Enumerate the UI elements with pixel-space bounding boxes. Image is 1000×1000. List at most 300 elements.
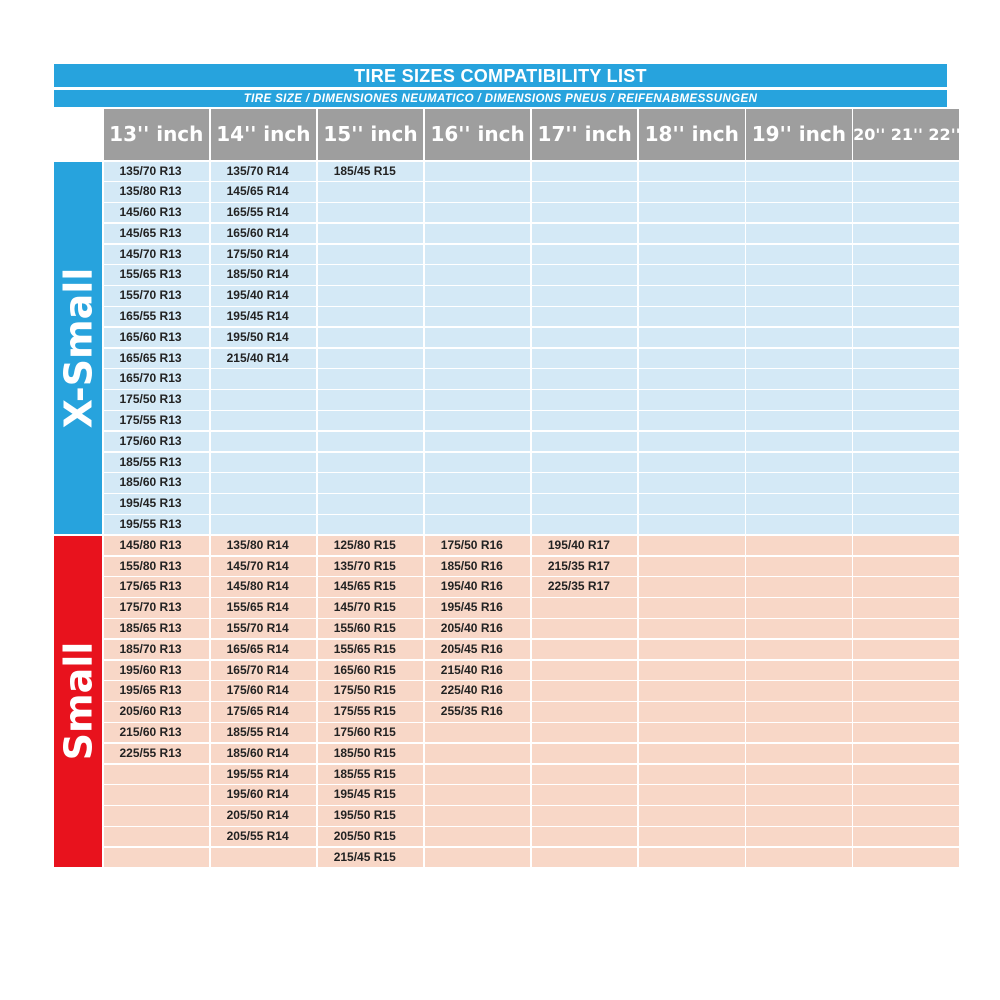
size-column (746, 162, 852, 535)
size-cell: 145/80 R13 (104, 536, 210, 555)
size-cell: 225/35 R17 (532, 577, 638, 596)
size-cell (318, 349, 424, 368)
size-cell (211, 369, 317, 388)
size-cell (853, 681, 959, 700)
size-cell (639, 265, 745, 284)
size-cell (853, 557, 959, 576)
size-cell (425, 390, 531, 409)
size-cell (746, 307, 852, 326)
size-cell: 205/45 R16 (425, 640, 531, 659)
size-cell (211, 390, 317, 409)
size-column (211, 162, 317, 535)
size-cell (532, 827, 638, 846)
size-cell (425, 453, 531, 472)
size-cell (425, 162, 531, 181)
size-cell (532, 473, 638, 492)
size-cell: 175/60 R13 (104, 432, 210, 451)
size-cell (746, 702, 852, 721)
size-cell (532, 744, 638, 763)
size-cell (318, 473, 424, 492)
size-cell: 135/70 R14 (211, 162, 317, 181)
size-cell (746, 245, 852, 264)
size-cell: 145/60 R13 (104, 203, 210, 222)
size-cell: 225/40 R16 (425, 681, 531, 700)
size-cell: 175/55 R13 (104, 411, 210, 430)
size-cell (853, 827, 959, 846)
size-cell: 155/65 R14 (211, 598, 317, 617)
size-cell (532, 411, 638, 430)
size-cell (425, 723, 531, 742)
size-cell: 145/70 R15 (318, 598, 424, 617)
size-cell (746, 494, 852, 513)
size-cell (853, 432, 959, 451)
column-header: 17'' inch (532, 109, 638, 160)
size-cell (639, 765, 745, 784)
size-cell: 135/80 R14 (211, 536, 317, 555)
size-cell (104, 785, 210, 804)
size-cell (639, 806, 745, 825)
size-cell: 155/65 R15 (318, 640, 424, 659)
size-column (532, 162, 638, 535)
size-cell (853, 806, 959, 825)
column-header: 13'' inch (104, 109, 210, 160)
size-cell (853, 390, 959, 409)
category-name: Small (56, 642, 101, 761)
size-cell: 195/40 R14 (211, 286, 317, 305)
size-column (853, 162, 959, 535)
column-header: 15'' inch (318, 109, 424, 160)
size-cell (853, 723, 959, 742)
size-cell (746, 744, 852, 763)
size-cell (532, 765, 638, 784)
size-cell (853, 702, 959, 721)
size-cell (853, 640, 959, 659)
size-cell: 255/35 R16 (425, 702, 531, 721)
table-subtitle: TIRE SIZE / DIMENSIONES NEUMATICO / DIMENSIONS PNEUS / REIFENABMESSUNGEN (54, 90, 947, 107)
size-cell: 215/35 R17 (532, 557, 638, 576)
size-cell: 195/50 R14 (211, 328, 317, 347)
size-cell (639, 661, 745, 680)
size-cell (746, 328, 852, 347)
size-cell (746, 390, 852, 409)
size-cell (639, 390, 745, 409)
size-cell: 195/65 R13 (104, 681, 210, 700)
size-cell (639, 557, 745, 576)
size-cell (853, 536, 959, 555)
column-header: 19'' inch (746, 109, 852, 160)
column-header: 14'' inch (211, 109, 317, 160)
size-cell (318, 369, 424, 388)
size-cell (746, 785, 852, 804)
size-cell (425, 827, 531, 846)
size-cell: 185/50 R16 (425, 557, 531, 576)
category-label-small (54, 536, 102, 867)
size-cell (746, 536, 852, 555)
size-cell (853, 785, 959, 804)
size-cell: 165/65 R14 (211, 640, 317, 659)
size-cell (639, 827, 745, 846)
size-cell: 195/55 R13 (104, 515, 210, 534)
size-cell (746, 265, 852, 284)
size-cell: 175/50 R13 (104, 390, 210, 409)
size-cell (853, 619, 959, 638)
size-cell (853, 182, 959, 201)
size-cell: 145/65 R15 (318, 577, 424, 596)
size-cell (853, 203, 959, 222)
size-cell: 155/60 R15 (318, 619, 424, 638)
size-cell (532, 224, 638, 243)
size-cell (532, 661, 638, 680)
size-cell (425, 182, 531, 201)
size-cell: 165/60 R13 (104, 328, 210, 347)
size-cell (746, 182, 852, 201)
size-cell (425, 765, 531, 784)
size-cell (639, 723, 745, 742)
size-cell: 185/55 R13 (104, 453, 210, 472)
size-cell (853, 224, 959, 243)
size-cell (746, 723, 852, 742)
size-cell (639, 473, 745, 492)
size-cell: 155/70 R13 (104, 286, 210, 305)
size-cell (639, 702, 745, 721)
size-cell (318, 182, 424, 201)
size-cell: 215/60 R13 (104, 723, 210, 742)
category-label-x-small (54, 162, 102, 535)
size-cell: 185/65 R13 (104, 619, 210, 638)
size-cell (532, 432, 638, 451)
size-cell: 215/40 R14 (211, 349, 317, 368)
size-cell (425, 286, 531, 305)
size-cell (532, 307, 638, 326)
size-cell (639, 411, 745, 430)
size-cell: 185/60 R14 (211, 744, 317, 763)
size-cell (639, 453, 745, 472)
size-cell (746, 827, 852, 846)
size-cell (425, 245, 531, 264)
size-cell: 175/70 R13 (104, 598, 210, 617)
size-cell (639, 536, 745, 555)
size-cell (746, 806, 852, 825)
size-cell (425, 224, 531, 243)
size-cell (639, 286, 745, 305)
size-cell: 195/60 R14 (211, 785, 317, 804)
size-cell: 165/70 R13 (104, 369, 210, 388)
size-column (639, 536, 745, 867)
size-column (318, 162, 424, 535)
size-cell (318, 307, 424, 326)
size-cell (639, 328, 745, 347)
size-column (104, 162, 210, 535)
size-cell: 185/50 R14 (211, 265, 317, 284)
size-cell (639, 785, 745, 804)
size-cell: 195/45 R16 (425, 598, 531, 617)
size-cell: 175/60 R15 (318, 723, 424, 742)
size-cell (639, 349, 745, 368)
size-column (425, 162, 531, 535)
size-cell (425, 432, 531, 451)
size-cell: 175/55 R15 (318, 702, 424, 721)
size-cell (532, 245, 638, 264)
size-cell: 185/60 R13 (104, 473, 210, 492)
size-cell (746, 432, 852, 451)
size-cell (639, 681, 745, 700)
size-cell (746, 473, 852, 492)
size-cell (532, 806, 638, 825)
size-cell: 165/55 R14 (211, 203, 317, 222)
size-cell (853, 494, 959, 513)
size-cell (425, 494, 531, 513)
size-cell (532, 681, 638, 700)
size-cell: 185/50 R15 (318, 744, 424, 763)
size-cell (853, 515, 959, 534)
size-column (853, 536, 959, 867)
size-cell (639, 640, 745, 659)
size-cell (425, 515, 531, 534)
size-cell: 195/60 R13 (104, 661, 210, 680)
size-cell: 165/65 R13 (104, 349, 210, 368)
size-cell: 165/70 R14 (211, 661, 317, 680)
size-cell: 175/65 R14 (211, 702, 317, 721)
size-grid (54, 109, 961, 867)
size-column (639, 162, 745, 535)
size-cell: 155/65 R13 (104, 265, 210, 284)
category-name: X-Small (56, 267, 101, 429)
size-cell (853, 661, 959, 680)
size-cell (532, 702, 638, 721)
size-cell (211, 515, 317, 534)
size-cell (746, 349, 852, 368)
size-cell (853, 453, 959, 472)
size-cell (746, 453, 852, 472)
size-cell: 155/70 R14 (211, 619, 317, 638)
size-cell (425, 411, 531, 430)
size-cell (853, 598, 959, 617)
header-corner (54, 109, 102, 160)
size-cell (532, 785, 638, 804)
size-cell (639, 848, 745, 867)
size-cell (746, 577, 852, 596)
size-cell (532, 390, 638, 409)
size-cell: 145/65 R13 (104, 224, 210, 243)
size-cell (639, 162, 745, 181)
size-cell (211, 848, 317, 867)
size-cell (318, 224, 424, 243)
size-cell: 185/45 R15 (318, 162, 424, 181)
size-cell (532, 265, 638, 284)
size-cell (746, 203, 852, 222)
size-cell (532, 369, 638, 388)
size-cell: 155/80 R13 (104, 557, 210, 576)
size-cell (532, 286, 638, 305)
size-cell (532, 494, 638, 513)
size-cell (853, 349, 959, 368)
size-cell: 195/40 R17 (532, 536, 638, 555)
size-cell: 195/40 R16 (425, 577, 531, 596)
size-cell (318, 265, 424, 284)
size-cell: 225/55 R13 (104, 744, 210, 763)
size-column (532, 536, 638, 867)
size-cell (318, 494, 424, 513)
size-cell (639, 245, 745, 264)
column-header: 20'' 21'' 22'' (853, 109, 959, 160)
size-cell: 175/60 R14 (211, 681, 317, 700)
size-cell (532, 723, 638, 742)
size-cell (746, 640, 852, 659)
size-cell (746, 848, 852, 867)
size-cell (639, 432, 745, 451)
size-cell (532, 619, 638, 638)
size-cell: 135/70 R15 (318, 557, 424, 576)
size-cell: 195/50 R15 (318, 806, 424, 825)
size-cell: 165/55 R13 (104, 307, 210, 326)
size-cell (104, 848, 210, 867)
size-cell: 195/45 R13 (104, 494, 210, 513)
size-cell (639, 515, 745, 534)
size-cell: 215/45 R15 (318, 848, 424, 867)
size-cell (853, 286, 959, 305)
size-cell: 175/50 R16 (425, 536, 531, 555)
size-cell: 205/50 R15 (318, 827, 424, 846)
size-column (425, 536, 531, 867)
size-cell (853, 848, 959, 867)
compatibility-table (54, 64, 961, 867)
size-cell (639, 494, 745, 513)
size-cell (104, 827, 210, 846)
size-cell: 145/70 R13 (104, 245, 210, 264)
size-cell (532, 453, 638, 472)
size-cell (425, 203, 531, 222)
size-cell (639, 203, 745, 222)
size-cell (425, 349, 531, 368)
size-cell (746, 557, 852, 576)
size-cell (318, 411, 424, 430)
size-cell (746, 598, 852, 617)
size-cell (532, 203, 638, 222)
column-header: 18'' inch (639, 109, 745, 160)
size-cell: 185/55 R15 (318, 765, 424, 784)
size-cell: 185/55 R14 (211, 723, 317, 742)
size-cell (318, 286, 424, 305)
size-cell (853, 577, 959, 596)
size-cell: 205/50 R14 (211, 806, 317, 825)
size-cell (639, 224, 745, 243)
size-column (318, 536, 424, 867)
size-cell: 195/45 R15 (318, 785, 424, 804)
column-header: 16'' inch (425, 109, 531, 160)
size-cell (532, 349, 638, 368)
size-cell (746, 515, 852, 534)
size-cell: 175/50 R15 (318, 681, 424, 700)
size-cell (532, 328, 638, 347)
size-cell (532, 598, 638, 617)
size-cell (425, 785, 531, 804)
size-cell (532, 182, 638, 201)
size-cell (211, 494, 317, 513)
size-cell (746, 224, 852, 243)
size-cell: 165/60 R14 (211, 224, 317, 243)
size-column (211, 536, 317, 867)
size-cell (425, 473, 531, 492)
size-cell: 175/50 R14 (211, 245, 317, 264)
size-cell (853, 245, 959, 264)
size-cell (425, 806, 531, 825)
size-cell (532, 848, 638, 867)
size-cell: 205/60 R13 (104, 702, 210, 721)
size-cell (318, 203, 424, 222)
size-cell (104, 765, 210, 784)
size-cell (853, 265, 959, 284)
size-cell: 175/65 R13 (104, 577, 210, 596)
size-cell (746, 286, 852, 305)
size-cell: 205/55 R14 (211, 827, 317, 846)
size-cell: 195/55 R14 (211, 765, 317, 784)
size-cell (639, 744, 745, 763)
size-cell: 215/40 R16 (425, 661, 531, 680)
size-cell (318, 432, 424, 451)
size-cell: 195/45 R14 (211, 307, 317, 326)
size-cell (853, 473, 959, 492)
size-cell (318, 245, 424, 264)
size-cell (318, 515, 424, 534)
size-cell (211, 473, 317, 492)
size-cell (532, 640, 638, 659)
size-cell (425, 307, 531, 326)
size-cell (532, 162, 638, 181)
size-cell (853, 162, 959, 181)
size-cell (746, 619, 852, 638)
size-cell (853, 744, 959, 763)
table-title: TIRE SIZES COMPATIBILITY LIST (54, 64, 947, 87)
size-cell (746, 681, 852, 700)
size-cell (746, 369, 852, 388)
size-cell (639, 307, 745, 326)
size-cell (746, 661, 852, 680)
size-cell (639, 619, 745, 638)
size-cell (211, 432, 317, 451)
size-cell: 145/80 R14 (211, 577, 317, 596)
size-cell: 185/70 R13 (104, 640, 210, 659)
size-cell (639, 369, 745, 388)
size-cell (746, 765, 852, 784)
size-cell (853, 328, 959, 347)
size-cell (746, 162, 852, 181)
size-cell (425, 848, 531, 867)
size-cell (853, 411, 959, 430)
size-cell (853, 765, 959, 784)
size-cell (639, 182, 745, 201)
size-column (104, 536, 210, 867)
size-cell: 145/70 R14 (211, 557, 317, 576)
size-cell (318, 328, 424, 347)
size-cell: 135/70 R13 (104, 162, 210, 181)
size-cell: 145/65 R14 (211, 182, 317, 201)
size-cell (211, 453, 317, 472)
size-cell: 125/80 R15 (318, 536, 424, 555)
size-cell (318, 390, 424, 409)
size-cell: 135/80 R13 (104, 182, 210, 201)
size-cell: 205/40 R16 (425, 619, 531, 638)
size-cell (639, 598, 745, 617)
size-cell (318, 453, 424, 472)
size-cell: 165/60 R15 (318, 661, 424, 680)
size-cell (532, 515, 638, 534)
size-cell (425, 744, 531, 763)
size-cell (853, 369, 959, 388)
size-cell (104, 806, 210, 825)
size-cell (853, 307, 959, 326)
size-cell (425, 369, 531, 388)
size-cell (425, 265, 531, 284)
